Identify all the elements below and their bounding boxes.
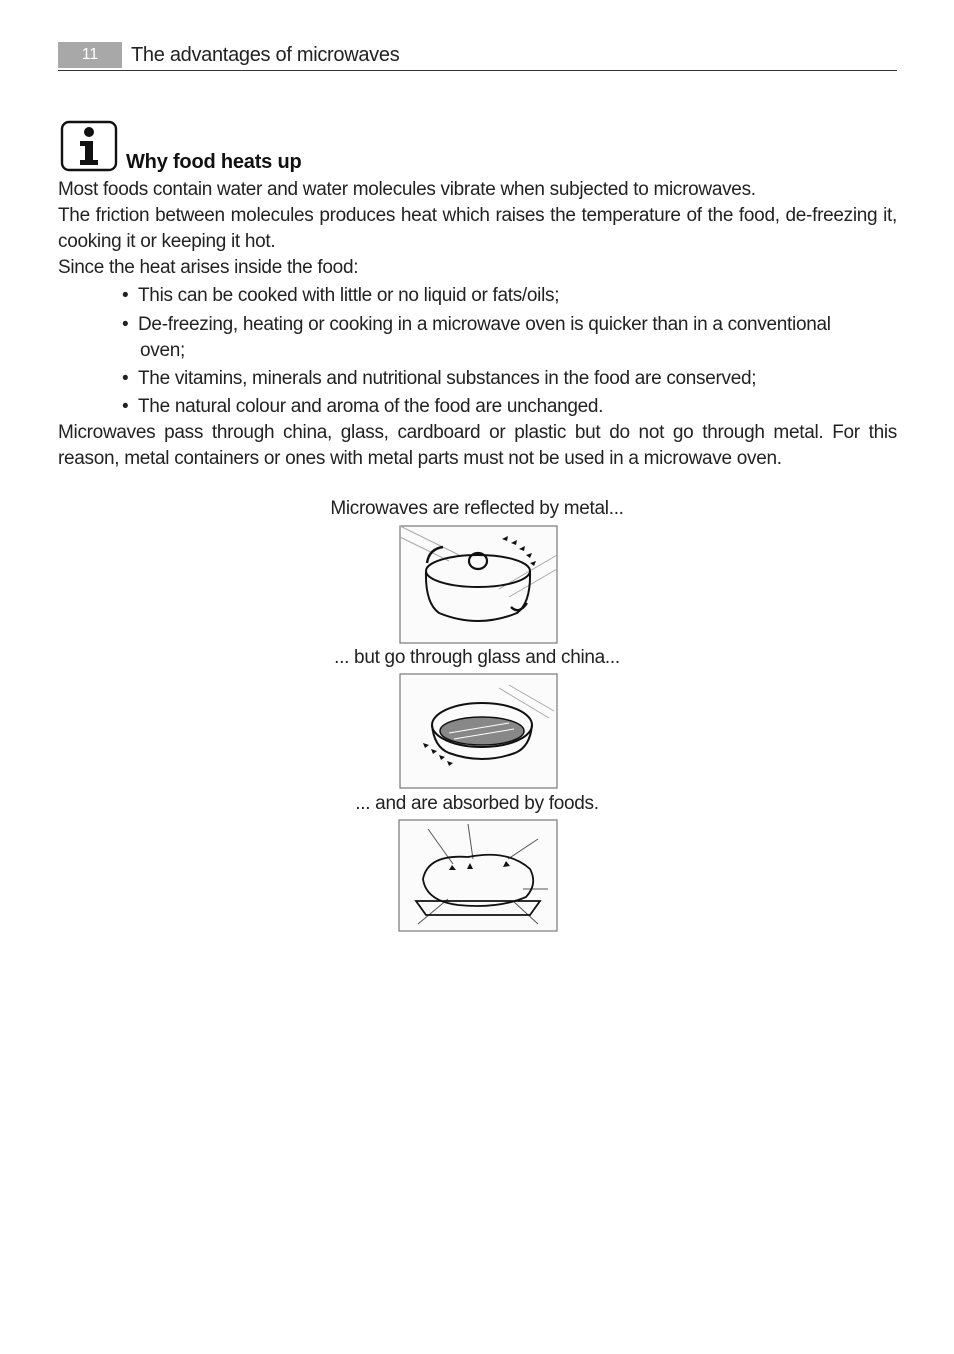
- caption-reflected-by-metal: Microwaves are reflected by metal...: [330, 498, 624, 519]
- bullet-dot-icon: •: [122, 285, 129, 306]
- page-number: 11: [58, 42, 122, 68]
- paragraph-metal-warning: Microwaves pass through china, glass, cardboard or plastic but do not go through metal. For this reason, metal containers or ones with metal parts must not be used in a microwave oven.: [58, 422, 897, 469]
- paragraph-water-molecules: Most foods contain water and water molecules vibrate when subjected to microwaves.: [58, 179, 756, 200]
- metal-pot-illustration: [399, 525, 558, 644]
- glass-dish-illustration: [399, 673, 558, 789]
- caption-absorbed-by-foods: ... and are absorbed by foods.: [355, 793, 599, 814]
- paragraph-heat-inside: Since the heat arises inside the food:: [58, 257, 359, 278]
- bullet-item: • This can be cooked with little or no liquid or fats/oils;: [122, 283, 897, 309]
- section-heading: Why food heats up: [126, 151, 302, 173]
- header-title: The advantages of microwaves: [131, 44, 400, 66]
- paragraph-friction: The friction between molecules produces heat which raises the temperature of the food, de-freezing it, cooking it or keeping it hot.: [58, 205, 897, 252]
- bullet-item: • The vitamins, minerals and nutritional substances in the food are conserved;: [122, 366, 897, 392]
- bullet-item: • De-freezing, heating or cooking in a microwave oven is quicker than in a conventional oven;: [122, 314, 831, 361]
- bullet-item: • The natural colour and aroma of the food are unchanged.: [122, 394, 897, 420]
- caption-through-glass: ... but go through glass and china...: [334, 647, 620, 668]
- bullet-dot-icon: •: [122, 314, 129, 335]
- bullet-dot-icon: •: [122, 368, 129, 389]
- info-icon: [60, 120, 118, 172]
- roast-chicken-illustration: [398, 819, 558, 932]
- bullet-continuation: oven;: [140, 340, 185, 361]
- bullet-dot-icon: •: [122, 396, 129, 417]
- header-divider: [58, 70, 897, 71]
